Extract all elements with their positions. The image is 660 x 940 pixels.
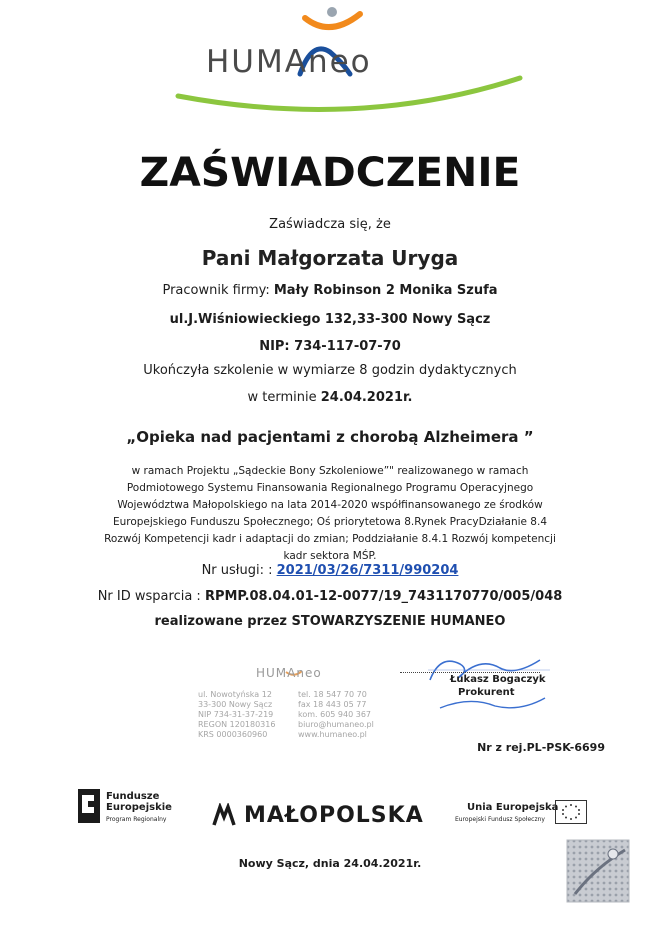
employer-address: ul.J.Wiśniowieckiego 132,33-300 Nowy Sącz bbox=[169, 312, 491, 327]
employer-label: Pracownik firmy: bbox=[162, 283, 270, 298]
signature-block bbox=[400, 650, 560, 720]
employer-nip: NIP: 734-117-07-70 bbox=[259, 339, 401, 354]
malopolska-wordmark: MAŁOPOLSKA bbox=[244, 802, 424, 828]
eu-flag-icon bbox=[555, 800, 587, 824]
employer-line bbox=[0, 283, 660, 298]
registry-number: Nr z rej.PL-PSK-6699 bbox=[477, 741, 605, 754]
fundusze-europejskie-logo bbox=[78, 787, 198, 837]
project-description: w ramach Projektu „Sądeckie Bony Szkoleniowe”" realizowanego w ramach Podmiotowego Systemu Finansowania Regionalnego Programu Operacyjnego Województwa Małopolskiego na lata 2014-2020 współfinansowanego ze środków Europejskiego Funduszu Społecznego; Oś priorytetowa 8.Rynek PracyDziałanie 8.4 Rozwój Kompetencji kadr i adaptacji do zmian; Poddziałanie 8.4.1 Rozwój kompetencji kadr sektora MŚP. bbox=[104, 465, 556, 562]
stamp-logo-text: HUMAneo bbox=[256, 666, 322, 680]
support-number: RPMP.08.04.01-12-0077/19_7431170770/005/048 bbox=[204, 589, 563, 604]
malopolska-logo bbox=[212, 800, 424, 830]
service-label: Nr usługi: : bbox=[201, 563, 273, 578]
service-number-line bbox=[0, 563, 660, 578]
support-id-line bbox=[0, 589, 660, 604]
fe-subtitle: Program Regionalny bbox=[106, 816, 167, 823]
service-number-link[interactable]: 2021/03/26/7311/990204 bbox=[276, 563, 459, 578]
stamp-contact: tel. 18 547 70 70 fax 18 443 05 77 kom. 605 940 367 biuro@humaneo.pl www.humaneo.pl bbox=[298, 690, 374, 739]
logo-wordmark: HUMAneo bbox=[206, 44, 372, 80]
certificate-title: ZAŚWIADCZENIE bbox=[139, 150, 521, 196]
organizer-line: realizowane przez STOWARZYSZENIE HUMANEO bbox=[154, 614, 506, 629]
malopolska-mark-icon bbox=[212, 803, 236, 827]
fe-line-2: Europejskie bbox=[106, 802, 172, 813]
fe-line-1: Fundusze bbox=[106, 791, 160, 802]
fe-title bbox=[106, 791, 172, 813]
hologram-seal-icon bbox=[565, 838, 633, 906]
completion-text: Ukończyła szkolenie w wymiarze 8 godzin dydaktycznych bbox=[143, 363, 517, 378]
stamp-address: ul. Nowotyńska 12 33-300 Nowy Sącz NIP 734-31-37-219 REGON 120180316 KRS 0000360960 bbox=[198, 690, 276, 739]
course-title: „Opieka nad pacjentami z chorobą Alzheimera ” bbox=[126, 428, 534, 446]
eu-subtitle: Europejski Fundusz Społeczny bbox=[455, 816, 545, 823]
recipient-name: Pani Małgorzata Uryga bbox=[201, 246, 459, 270]
fe-flag-icon bbox=[78, 789, 100, 823]
term-label: w terminie bbox=[247, 390, 317, 405]
signature-line bbox=[400, 672, 540, 673]
term-date: 24.04.2021r. bbox=[320, 390, 413, 405]
humaneo-logo bbox=[0, 0, 660, 135]
eu-title: Unia Europejska bbox=[467, 802, 559, 813]
handwritten-signature bbox=[400, 650, 560, 720]
term-line bbox=[0, 390, 660, 405]
company-stamp bbox=[198, 668, 388, 746]
issue-date: Nowy Sącz, dnia 24.04.2021r. bbox=[238, 857, 422, 870]
signatory-name: Łukasz Bogaczyk bbox=[450, 674, 546, 685]
support-label: Nr ID wsparcia : bbox=[97, 589, 201, 604]
eu-logo bbox=[455, 800, 615, 840]
signatory-role: Prokurent bbox=[458, 687, 515, 698]
employer-name: Mały Robinson 2 Monika Szufa bbox=[273, 283, 498, 298]
intro-text: Zaświadcza się, że bbox=[269, 217, 391, 232]
